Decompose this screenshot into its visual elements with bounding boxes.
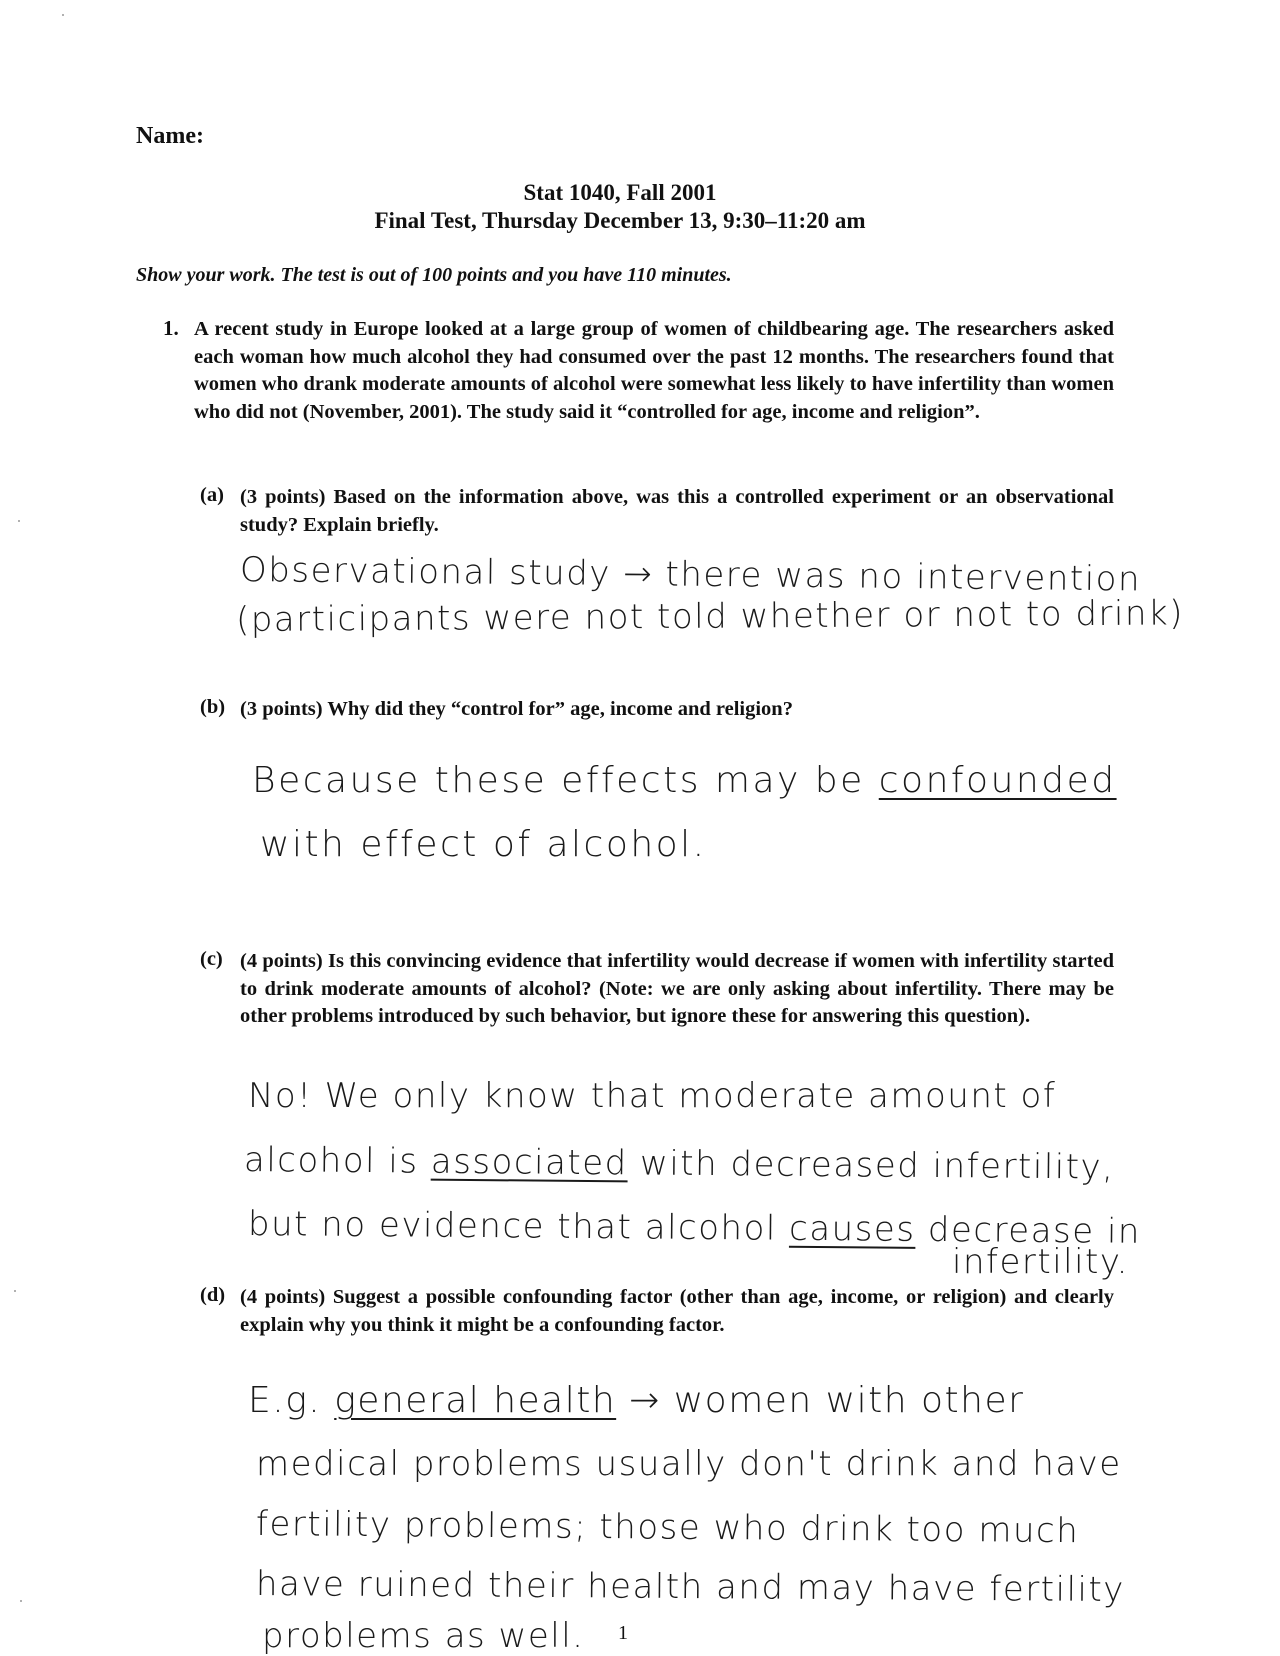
test-title: Final Test, Thursday December 13, 9:30–11:20 am (374, 208, 866, 233)
answer-d-line1 (248, 1380, 1024, 1421)
name-label: Name: (136, 123, 204, 149)
answer-c-line3-post: decrease in (915, 1209, 1142, 1252)
answer-a-line1: Observational study → there was no intervention (239, 550, 1142, 600)
course-title: Stat 1040, Fall 2001 (523, 180, 717, 205)
part-b-text: (3 points) Why did they “control for” age, income and religion? (240, 698, 793, 720)
scan-speck (14, 1290, 16, 1292)
answer-b-line1-text: Because these effects may be (252, 760, 879, 801)
part-c-text: (4 points) Is this convincing evidence that infertility would decrease if women with infertility started to drink moderate amounts of alcohol? (Note: we are only asking about infertility. There may be other problems introduced by such behavior, but ignore these for answering this question). (240, 950, 1114, 1027)
part-a-text: (3 points) Based on the information above, was this a controlled experiment or an observational study? Explain briefly. (240, 486, 1114, 536)
answer-c-line3-pre: but no evidence that alcohol (247, 1204, 790, 1249)
answer-c-line2 (244, 1140, 1115, 1188)
page-number: 1 (618, 1622, 628, 1644)
part-b-label: (b) (200, 696, 226, 718)
answer-c-underlined-associated: associated (430, 1141, 628, 1184)
part-c-label: (c) (200, 948, 223, 970)
answer-b-line2: with effect of alcohol. (260, 824, 707, 865)
answer-c-line2-pre: alcohol is (243, 1140, 432, 1182)
answer-b-line1 (252, 760, 1117, 801)
question-number: 1. (163, 316, 179, 340)
answer-d-line3: fertility problems; those who drink too much (255, 1504, 1080, 1552)
answer-d-line1-pre: E.g. (248, 1380, 335, 1421)
instructions: Show your work. The test is out of 100 points and you have 110 minutes. (136, 264, 732, 286)
answer-a-line2: (participants were not told whether or not to drink) (235, 593, 1185, 640)
answer-c-line4: infertility. (952, 1242, 1129, 1282)
answer-d-line4: have ruined their health and may have fertility (255, 1564, 1126, 1611)
answer-c-line2-post: with decreased infertility, (627, 1143, 1115, 1188)
scan-speck (62, 14, 64, 16)
answer-b-underlined: confounded (878, 760, 1117, 801)
answer-c-line1: No! We only know that moderate amount of (248, 1076, 1057, 1116)
answer-d-underlined: general health (334, 1380, 617, 1421)
answer-d-line2: medical problems usually don't drink and have (256, 1444, 1122, 1484)
question-text: A recent study in Europe looked at a large group of women of childbearing age. The researchers asked each woman how much alcohol they had consumed over the past 12 months. The researchers found that women who drank moderate amounts of alcohol were somewhat less likely to have infertility than women who did not (November, 2001). The study said it “controlled for age, income and religion”. (194, 318, 1114, 423)
answer-d-line1-post: → women with other (616, 1380, 1025, 1421)
answer-d-line5: problems as well. (262, 1616, 585, 1656)
scan-speck (20, 1600, 22, 1602)
part-d-text: (4 points) Suggest a possible confounding factor (other than age, income, or religion) and clearly explain why you think it might be a confounding factor. (240, 1286, 1114, 1336)
part-a-label: (a) (200, 484, 224, 506)
scan-speck (18, 520, 20, 522)
part-d-label: (d) (200, 1284, 226, 1306)
answer-c-underlined-causes: causes (788, 1208, 916, 1250)
